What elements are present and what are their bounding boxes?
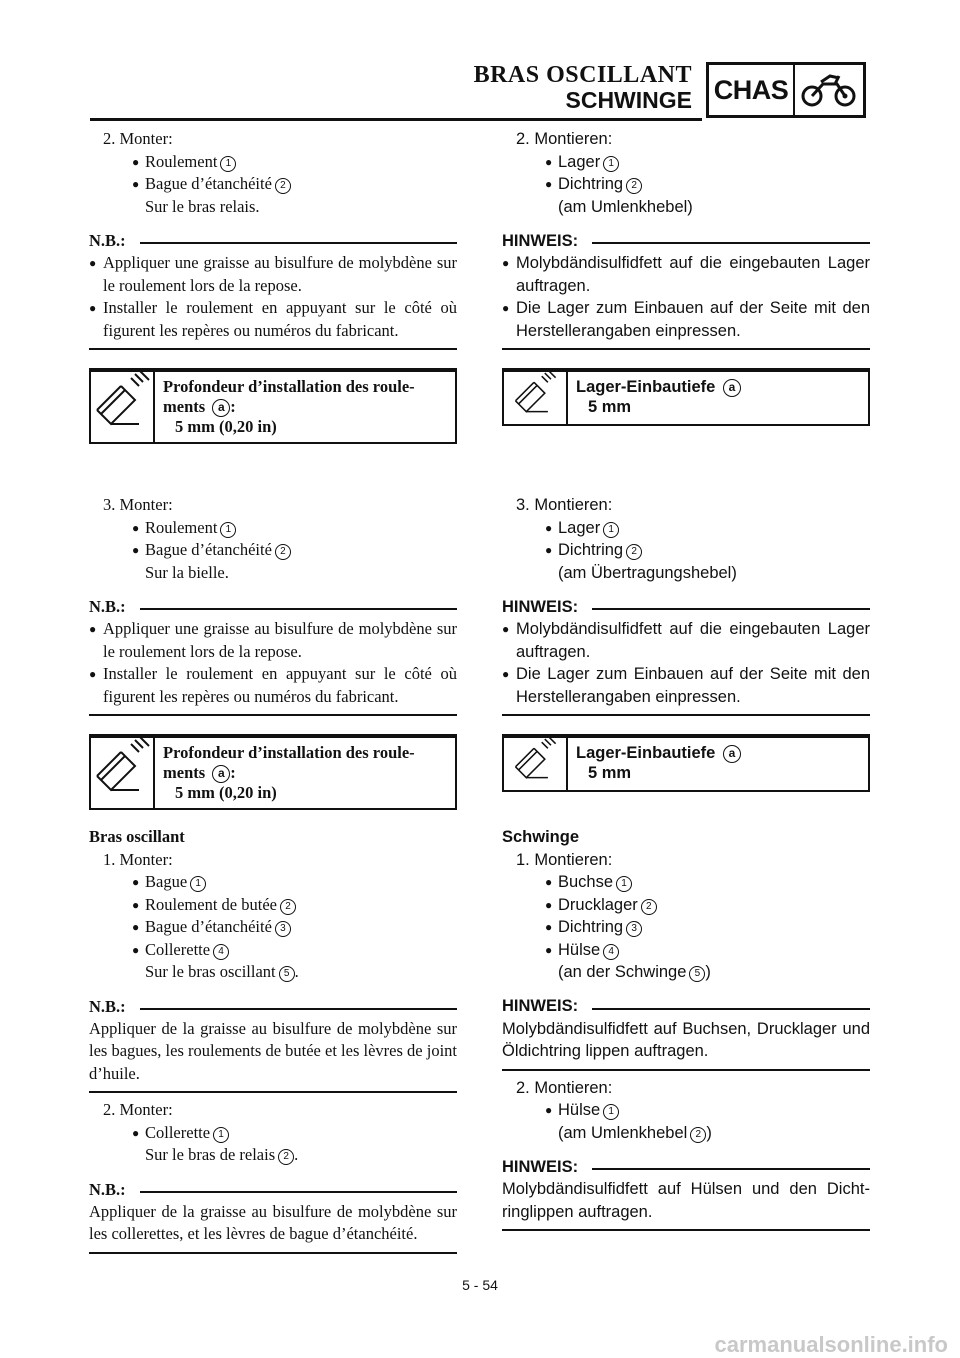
callout-marker: 1: [603, 1104, 619, 1120]
location-note: (am Übertragungshebel): [558, 563, 737, 582]
list-item: ● Collerette 1: [89, 1122, 457, 1145]
list-item: ● Hülse 1: [502, 1099, 870, 1122]
note-item: ● Appliquer une graisse au bisulfure de molybdène sur le roulement lors de la repose.: [89, 619, 457, 661]
spec-box: [502, 734, 870, 792]
bullet-icon: ●: [132, 543, 140, 557]
note-text: Appliquer de la graisse au bisulfure de molybdène sur les bagues, les roulements de butée et les lèvres de joint d’huile.: [89, 1018, 457, 1083]
location-note: Sur le bras oscillant 5 .: [145, 962, 299, 981]
bullet-icon: ●: [89, 667, 97, 681]
spec-value: 5 mm (0,20 in): [175, 783, 277, 802]
header-rule: [90, 118, 702, 121]
list-item: ● Hülse 4: [502, 939, 870, 962]
step-heading: 2. Montieren:: [516, 130, 613, 148]
note-item: ● Die Lager zum Einbauen auf der Seite mit den Herstellerangaben einpressen.: [502, 665, 870, 706]
bullet-icon: ●: [545, 897, 553, 912]
note-heading: N.B.:: [89, 230, 457, 252]
list-item: ● Dichtring 2: [502, 539, 870, 562]
list-item: ● Roulement 1: [89, 151, 457, 174]
callout-marker: 2: [278, 1149, 294, 1165]
list-item: ● Bague 1: [89, 871, 457, 894]
bullet-icon: ●: [132, 875, 140, 889]
note-item: ● Appliquer une graisse au bisulfure de molybdène sur le roulement lors de la repose.: [89, 253, 457, 295]
callout-marker: 2: [280, 899, 296, 915]
note-end-rule: [502, 1229, 870, 1231]
note-text: Appliquer de la graisse au bisulfure de molybdène sur les collerettes, et les lèvres de bague d’étanchéité.: [89, 1201, 457, 1243]
note-heading: HINWEIS:: [502, 996, 870, 1018]
bullet-icon: ●: [545, 154, 553, 169]
section-title-fr: BRAS OSCILLANT: [473, 62, 692, 88]
step-heading: 1. Monter:: [103, 849, 173, 869]
list-item: ● Dichtring 2: [502, 173, 870, 196]
spec-label: Lager-Einbautiefe a: [576, 743, 741, 763]
note-heading: HINWEIS:: [502, 1156, 870, 1178]
callout-marker: 3: [626, 921, 642, 937]
note-end-rule: [502, 348, 870, 350]
bullet-icon: ●: [545, 875, 553, 889]
german-column: [502, 128, 870, 1231]
caliper-icon: [91, 736, 155, 808]
note-text: Molybdändisulfidfett auf Buchsen, Drucklager und Öldichtring lippen auftragen.: [502, 1019, 870, 1060]
bullet-icon: ●: [89, 301, 97, 315]
location-note: Sur le bras de relais 2 .: [145, 1145, 299, 1164]
bullet-icon: ●: [132, 942, 140, 957]
bullet-icon: ●: [132, 1125, 140, 1140]
bullet-icon: ●: [89, 622, 97, 636]
spec-box: [89, 368, 457, 444]
subsection-title: Schwinge: [502, 828, 580, 846]
note-heading: HINWEIS:: [502, 230, 870, 252]
note-item: ● Installer le roulement en appuyant sur le côté où figurent les repères ou numéros du fabricant.: [89, 298, 457, 340]
bullet-icon: ●: [502, 667, 510, 681]
bullet-icon: ●: [132, 920, 140, 934]
french-column: [89, 128, 457, 1254]
spec-label: Profondeur d’installation des roule-: [163, 377, 415, 396]
step-heading: 3. Monter:: [103, 495, 173, 514]
callout-marker: 1: [603, 522, 619, 538]
chapter-code: CHAS: [709, 65, 795, 115]
list-item: ● Collerette 4: [89, 939, 457, 962]
location-note: (am Umlenkhebel 2 ): [558, 1123, 712, 1142]
location-note: (an der Schwinge 5 ): [558, 963, 711, 981]
spec-label-cont: ments a :: [163, 763, 236, 782]
list-item: ● Bague d’étanchéité 2: [89, 539, 457, 562]
dimension-marker: a: [212, 765, 230, 783]
caliper-icon: [504, 736, 568, 790]
callout-marker: 1: [603, 156, 619, 172]
list-item: ● Drucklager 2: [502, 894, 870, 917]
spec-label: Profondeur d’installation des roule-: [163, 743, 415, 762]
step-heading: 2. Monter:: [103, 1100, 173, 1119]
location-note: (am Umlenkhebel): [558, 197, 693, 216]
callout-marker: 1: [616, 876, 632, 892]
note-item: ● Molybdändisulfidfett auf die eingebauten Lager auftragen.: [502, 620, 870, 661]
callout-marker: 1: [220, 522, 236, 538]
list-item: ● Bague d’étanchéité 3: [89, 916, 457, 939]
callout-marker: 2: [275, 544, 291, 560]
bullet-icon: ●: [545, 920, 553, 934]
spec-value: 5 mm: [588, 398, 632, 416]
note-heading: HINWEIS:: [502, 596, 870, 618]
note-item: ● Die Lager zum Einbauen auf der Seite mit den Herstellerangaben einpressen.: [502, 299, 870, 340]
step-heading: 3. Montieren:: [516, 496, 613, 514]
callout-marker: 2: [275, 178, 291, 194]
bullet-icon: ●: [502, 301, 510, 315]
step-heading: 2. Montieren:: [516, 1078, 613, 1097]
note-text: Molybdändisulfidfett auf Hülsen und den Dichtringlippen auftragen.: [502, 1180, 870, 1221]
chapter-badge: [706, 62, 866, 118]
note-end-rule: [89, 348, 457, 350]
spec-label: Lager-Einbautiefe a: [576, 377, 741, 397]
location-note: Sur la bielle.: [145, 562, 229, 582]
note-end-rule: [502, 714, 870, 716]
bullet-icon: ●: [545, 1103, 553, 1117]
callout-marker: 1: [220, 156, 236, 172]
note-heading: N.B.:: [89, 1179, 457, 1201]
callout-marker: 1: [213, 1127, 229, 1143]
list-item: ● Roulement 1: [89, 517, 457, 540]
spec-value: 5 mm: [588, 764, 632, 782]
spec-label-cont: ments a :: [163, 397, 236, 416]
list-item: ● Lager 1: [502, 517, 870, 540]
callout-marker: 1: [190, 876, 206, 892]
list-item: ● Lager 1: [502, 151, 870, 174]
note-heading: N.B.:: [89, 596, 457, 618]
bullet-icon: ●: [132, 177, 140, 191]
note-heading: N.B.:: [89, 996, 457, 1018]
watermark: carmanualsonline.info: [714, 1332, 948, 1357]
page-number: 5 - 54: [462, 1277, 498, 1293]
spec-box: [502, 368, 870, 426]
step-heading: 1. Montieren:: [516, 850, 613, 869]
bullet-icon: ●: [502, 256, 510, 270]
callout-marker: 2: [626, 178, 642, 194]
callout-marker: 5: [279, 966, 295, 982]
note-item: ● Molybdändisulfidfett auf die eingebauten Lager auftragen.: [502, 254, 870, 295]
bullet-icon: ●: [132, 520, 140, 535]
dimension-marker: a: [723, 745, 741, 763]
bullet-icon: ●: [89, 256, 97, 270]
dimension-marker: a: [212, 399, 230, 417]
dimension-marker: a: [723, 379, 741, 397]
spec-box: [89, 734, 457, 810]
callout-marker: 2: [626, 544, 642, 560]
callout-marker: 2: [641, 899, 657, 915]
caliper-icon: [504, 370, 568, 424]
note-item: ● Installer le roulement en appuyant sur le côté où figurent les repères ou numéros du fabricant.: [89, 664, 457, 706]
callout-marker: 5: [689, 966, 705, 982]
list-item: ● Buchse 1: [502, 871, 870, 894]
spec-value: 5 mm (0,20 in): [175, 417, 277, 436]
callout-marker: 4: [213, 944, 229, 960]
list-item: ● Dichtring 3: [502, 916, 870, 939]
bullet-icon: ●: [132, 154, 140, 169]
bullet-icon: ●: [545, 942, 553, 957]
location-note: Sur le bras relais.: [145, 196, 260, 216]
bullet-icon: ●: [545, 177, 553, 191]
list-item: ● Roulement de butée 2: [89, 894, 457, 917]
bullet-icon: ●: [502, 622, 510, 636]
bullet-icon: ●: [545, 543, 553, 557]
caliper-icon: [91, 370, 155, 442]
callout-marker: 4: [603, 944, 619, 960]
callout-marker: 3: [275, 921, 291, 937]
motorcycle-icon: [795, 65, 863, 115]
note-end-rule: [89, 1252, 457, 1254]
bullet-icon: ●: [545, 520, 553, 535]
callout-marker: 2: [690, 1127, 706, 1143]
subsection-title: Bras oscillant: [89, 827, 185, 846]
list-item: ● Bague d’étanchéité 2: [89, 173, 457, 196]
step-heading: 2. Monter:: [103, 129, 173, 148]
note-end-rule: [89, 714, 457, 716]
bullet-icon: ●: [132, 897, 140, 912]
section-title-de: SCHWINGE: [565, 87, 692, 113]
